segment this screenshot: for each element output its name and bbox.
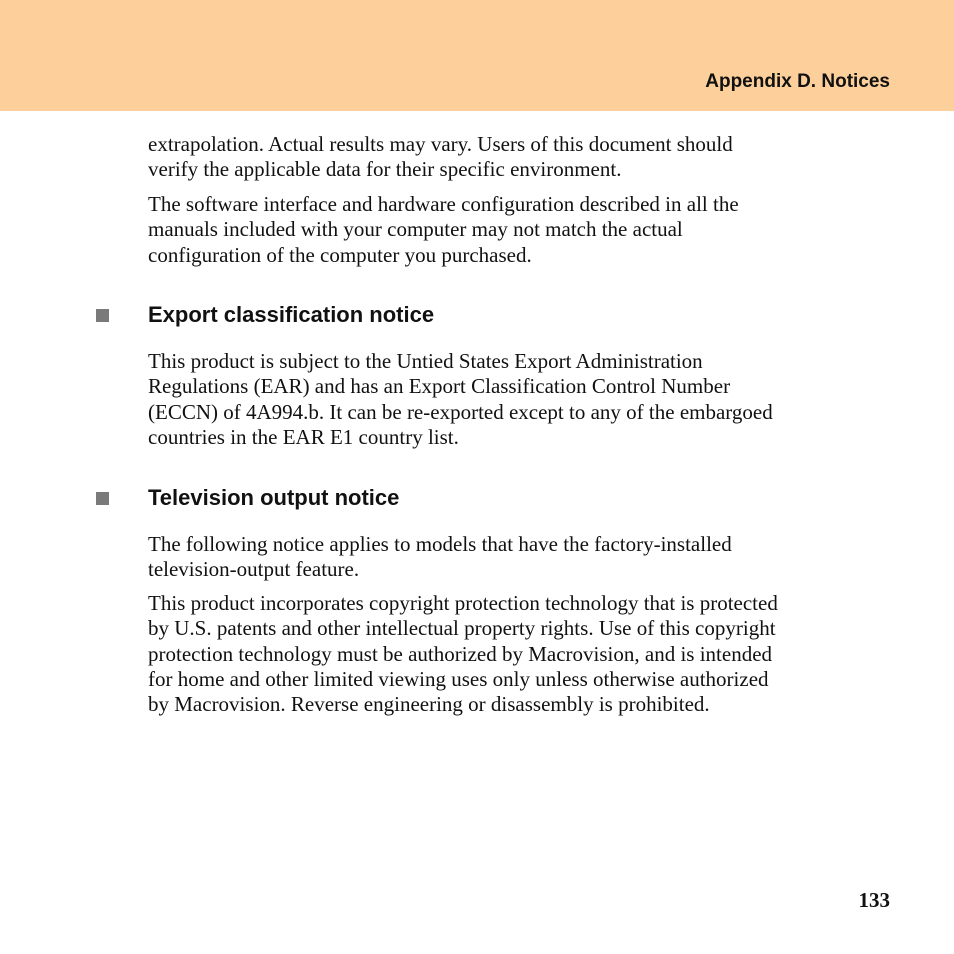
section-heading-export-classification (96, 302, 435, 328)
page-number: 133 (858, 888, 890, 912)
square-bullet-icon (96, 492, 109, 505)
section-heading-text: Television output notice (148, 485, 400, 510)
intro-paragraph-2: The software interface and hardware configuration described in all the manuals included with your computer may not match the actual configuration of the computer you purchased. (148, 192, 739, 267)
square-bullet-icon (96, 309, 109, 322)
page-header-band (0, 0, 954, 111)
television-notice-paragraph-1: The following notice applies to models that have the factory-installed television-output feature. (148, 532, 732, 582)
running-header-title: Appendix D. Notices (705, 71, 890, 92)
section-heading-text: Export classification notice (148, 302, 435, 327)
section-heading-television-output (96, 485, 400, 511)
intro-paragraph-1: extrapolation. Actual results may vary. Users of this document should verify the applicable data for their specific environment. (148, 132, 733, 182)
television-notice-paragraph-2: This product incorporates copyright protection technology that is protected by U.S. patents and other intellectual property rights. Use of this copyright protection technology must be authorized by Macrovision, and is intended for home and other limited viewing uses only unless otherwise authorized by Macrovision. Reverse engineering or disassembly is prohibited. (148, 591, 778, 717)
export-notice-paragraph: This product is subject to the Untied States Export Administration Regulations (EAR) and has an Export Classification Control Number (ECCN) of 4A994.b. It can be re-exported except to any of the embargoed countries in the EAR E1 country list. (148, 349, 773, 449)
